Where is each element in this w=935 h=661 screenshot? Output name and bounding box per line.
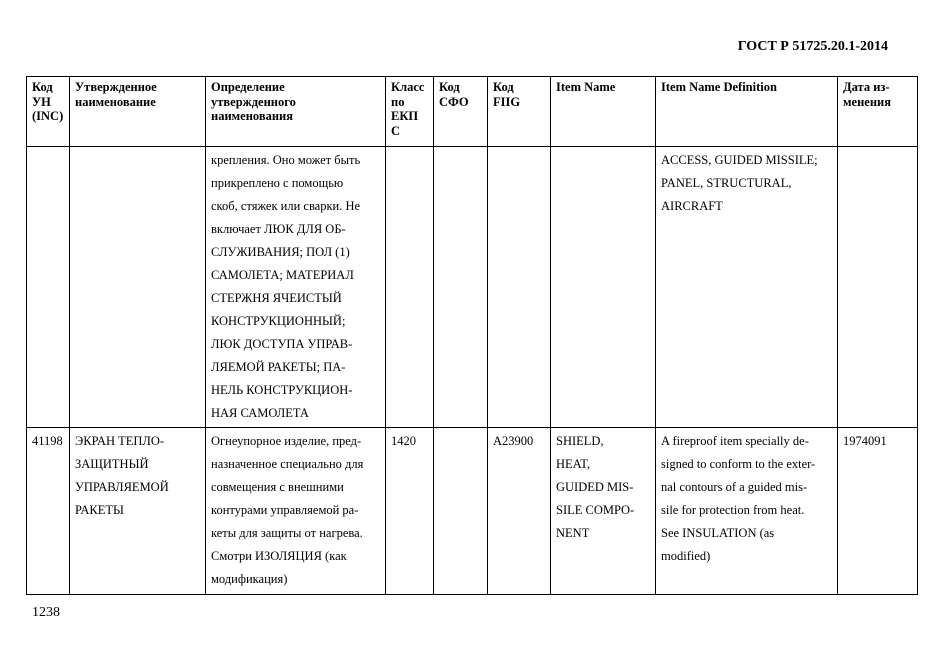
text-line: Item Name bbox=[556, 80, 616, 94]
text-line: Код bbox=[32, 80, 53, 94]
document-title: ГОСТ Р 51725.20.1-2014 bbox=[737, 39, 888, 54]
text-line: ЕКП bbox=[391, 109, 419, 123]
column-header-item-name-definition bbox=[656, 77, 838, 147]
text-line: Код bbox=[493, 80, 514, 94]
text-line: Item Name Definition bbox=[661, 80, 777, 94]
text-line: наименование bbox=[75, 94, 156, 109]
text-line: sile for protection from heat. bbox=[661, 503, 805, 517]
column-header-class bbox=[386, 77, 434, 147]
cell-class bbox=[386, 428, 434, 595]
text-line: САМОЛЕТА; МАТЕРИАЛ bbox=[211, 268, 354, 282]
column-header-change-date bbox=[838, 77, 918, 147]
cell-fiig bbox=[488, 147, 551, 428]
text-line: HEAT, bbox=[556, 457, 591, 471]
text-line: УПРАВЛЯЕМОЙ bbox=[75, 480, 169, 494]
table-header-row bbox=[27, 77, 918, 147]
text-line: modified) bbox=[661, 549, 711, 563]
text-line: прикреплено с помощью bbox=[211, 176, 344, 190]
text-line: SHIELD, bbox=[556, 434, 604, 448]
table-row bbox=[27, 428, 918, 595]
text-line: кеты для защиты от нагрева. bbox=[211, 526, 363, 540]
text-line: See INSULATION (as bbox=[661, 526, 775, 540]
text-line: FIIG bbox=[493, 94, 521, 109]
text-line: Утвержденное bbox=[75, 80, 157, 94]
cell-change-date bbox=[838, 147, 918, 428]
text-line: Дата из- bbox=[843, 80, 890, 94]
text-line: РАКЕТЫ bbox=[75, 503, 124, 517]
cell-definition bbox=[206, 147, 386, 428]
cell-change-date bbox=[838, 428, 918, 595]
text-line: крепления. Оно может быть bbox=[211, 153, 361, 167]
page-number: 1238 bbox=[32, 605, 60, 620]
text-line: 41198 bbox=[32, 434, 63, 448]
text-line: назначенное специально для bbox=[211, 457, 364, 471]
text-line: A23900 bbox=[493, 434, 534, 448]
text-line: СЛУЖИВАНИЯ; ПОЛ (1) bbox=[211, 245, 350, 259]
text-line: ACCESS, GUIDED MISSILE; bbox=[661, 153, 818, 167]
text-line: nal contours of a guided mis- bbox=[661, 480, 808, 494]
text-line: скоб, стяжек или сварки. Не bbox=[211, 199, 361, 213]
cell-inc bbox=[27, 147, 70, 428]
text-line: включает ЛЮК ДЛЯ ОБ- bbox=[211, 222, 346, 236]
cell-item-name-definition bbox=[656, 428, 838, 595]
text-line: Класс bbox=[391, 80, 425, 94]
text-line: ЭКРАН ТЕПЛО- bbox=[75, 434, 165, 448]
text-line: СФО bbox=[439, 94, 469, 109]
cell-approved-name bbox=[70, 428, 206, 595]
cell-item-name-definition bbox=[656, 147, 838, 428]
text-line: НЕЛЬ КОНСТРУКЦИОН- bbox=[211, 383, 353, 397]
text-line: менения bbox=[843, 94, 891, 109]
text-line: 1420 bbox=[391, 434, 416, 448]
column-header-item-name bbox=[551, 77, 656, 147]
table-row bbox=[27, 147, 918, 428]
cell-class bbox=[386, 147, 434, 428]
text-line: НАЯ САМОЛЕТА bbox=[211, 406, 309, 420]
text-line: Код bbox=[439, 80, 460, 94]
text-line: модификация) bbox=[211, 572, 288, 586]
cell-sfo bbox=[434, 428, 488, 595]
nomenclature-table bbox=[26, 76, 918, 595]
cell-sfo bbox=[434, 147, 488, 428]
text-line: (INC) bbox=[32, 109, 64, 123]
text-line: Определение bbox=[211, 80, 285, 94]
text-line: ЛЯЕМОЙ РАКЕТЫ; ПА- bbox=[211, 360, 346, 374]
text-line: signed to conform to the exter- bbox=[661, 457, 816, 471]
cell-item-name bbox=[551, 147, 656, 428]
column-header-sfo bbox=[434, 77, 488, 147]
text-line: ЛЮК ДОСТУПА УПРАВ- bbox=[211, 337, 353, 351]
text-line: AIRCRAFT bbox=[661, 199, 723, 213]
cell-fiig bbox=[488, 428, 551, 595]
text-line: С bbox=[391, 123, 401, 138]
text-line: NENT bbox=[556, 526, 590, 540]
text-line: PANEL, STRUCTURAL, bbox=[661, 176, 792, 190]
text-line: A fireproof item specially de- bbox=[661, 434, 809, 448]
text-line: GUIDED MIS- bbox=[556, 480, 634, 494]
text-line: утвержденного bbox=[211, 94, 296, 109]
text-line: УН bbox=[32, 94, 51, 109]
text-line: 1974091 bbox=[843, 434, 887, 448]
text-line: КОНСТРУКЦИОННЫЙ; bbox=[211, 314, 346, 328]
text-line: наименования bbox=[211, 109, 294, 123]
cell-item-name bbox=[551, 428, 656, 595]
cell-approved-name bbox=[70, 147, 206, 428]
text-line: СТЕРЖНЯ ЯЧЕИСТЫЙ bbox=[211, 291, 342, 305]
text-line: SILE COMPO- bbox=[556, 503, 635, 517]
column-header-fiig bbox=[488, 77, 551, 147]
text-line: совмещения с внешними bbox=[211, 480, 344, 494]
text-line: по bbox=[391, 94, 405, 109]
text-line: контурами управляемой ра- bbox=[211, 503, 359, 517]
column-header-inc bbox=[27, 77, 70, 147]
text-line: Смотри ИЗОЛЯЦИЯ (как bbox=[211, 549, 347, 563]
column-header-approved-name bbox=[70, 77, 206, 147]
text-line: ЗАЩИТНЫЙ bbox=[75, 457, 149, 471]
cell-inc bbox=[27, 428, 70, 595]
cell-definition bbox=[206, 428, 386, 595]
column-header-definition bbox=[206, 77, 386, 147]
text-line: Огнеупорное изделие, пред- bbox=[211, 434, 362, 448]
